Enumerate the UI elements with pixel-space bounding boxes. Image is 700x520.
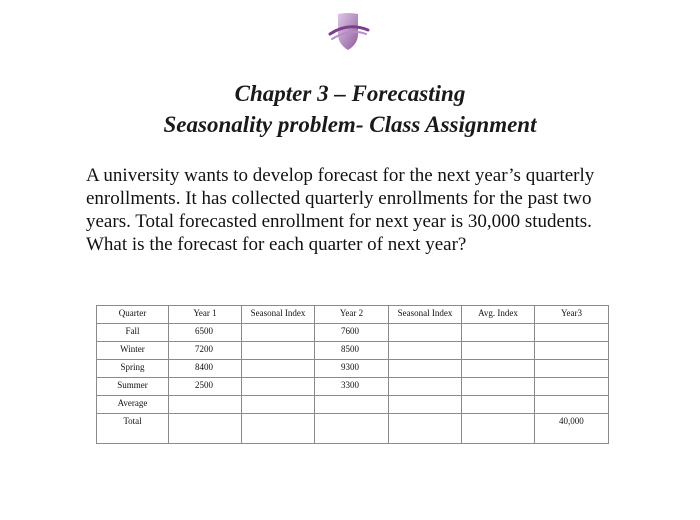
table-cell: 3300 [315,378,389,396]
header-quarter: Quarter [97,306,169,324]
table-cell [389,378,462,396]
table-cell [315,396,389,414]
table-cell [242,360,315,378]
table-cell: 7200 [169,342,242,360]
table-cell: Winter [97,342,169,360]
table-cell [242,396,315,414]
header-seasonal-index-1: Seasonal Index [242,306,315,324]
title-line-2: Seasonality problem- Class Assignment [163,112,537,137]
table-cell [389,360,462,378]
table-row [97,342,609,360]
table-cell [242,342,315,360]
table-cell: 6500 [169,324,242,342]
table-cell [242,324,315,342]
table-cell [169,414,242,444]
table-row [97,396,609,414]
table-cell [462,360,535,378]
university-logo-icon [324,12,372,52]
table-cell [462,324,535,342]
table-cell [389,342,462,360]
table-cell [535,324,609,342]
table-cell: Summer [97,378,169,396]
table-cell: Average [97,396,169,414]
table-cell: Total [97,414,169,444]
table-cell [535,360,609,378]
table-cell: 40,000 [535,414,609,444]
table-cell: 2500 [169,378,242,396]
table-cell [535,378,609,396]
table-cell: Fall [97,324,169,342]
table-cell [389,414,462,444]
table-cell: 8500 [315,342,389,360]
table-cell [535,396,609,414]
table-cell [242,414,315,444]
table-cell: 8400 [169,360,242,378]
table-cell: 7600 [315,324,389,342]
table-cell [535,342,609,360]
table-cell [242,378,315,396]
table-cell [462,378,535,396]
header-seasonal-index-2: Seasonal Index [389,306,462,324]
table-cell: Spring [97,360,169,378]
table-row [97,414,609,444]
enrollment-table [96,305,609,444]
header-year2: Year 2 [315,306,389,324]
table-row [97,378,609,396]
table-cell [462,414,535,444]
table-cell [389,396,462,414]
table-cell [169,396,242,414]
table-cell [462,342,535,360]
table-cell [462,396,535,414]
table-cell: 9300 [315,360,389,378]
table-row [97,324,609,342]
table-cell [315,414,389,444]
problem-statement: A university wants to develop forecast for the next year’s quarterly enrollments. It has collected quarterly enrollments for the past two years. Total forecasted enrollment for next year is 30,000 students. What is the forecast for each quarter of next year? [86,165,595,255]
table-row [97,360,609,378]
table-header-row [97,306,609,324]
header-year1: Year 1 [169,306,242,324]
header-year3: Year3 [535,306,609,324]
title-line-1: Chapter 3 – Forecasting [234,81,466,106]
table-cell [389,324,462,342]
header-avg-index: Avg. Index [462,306,535,324]
page-title [0,78,700,140]
